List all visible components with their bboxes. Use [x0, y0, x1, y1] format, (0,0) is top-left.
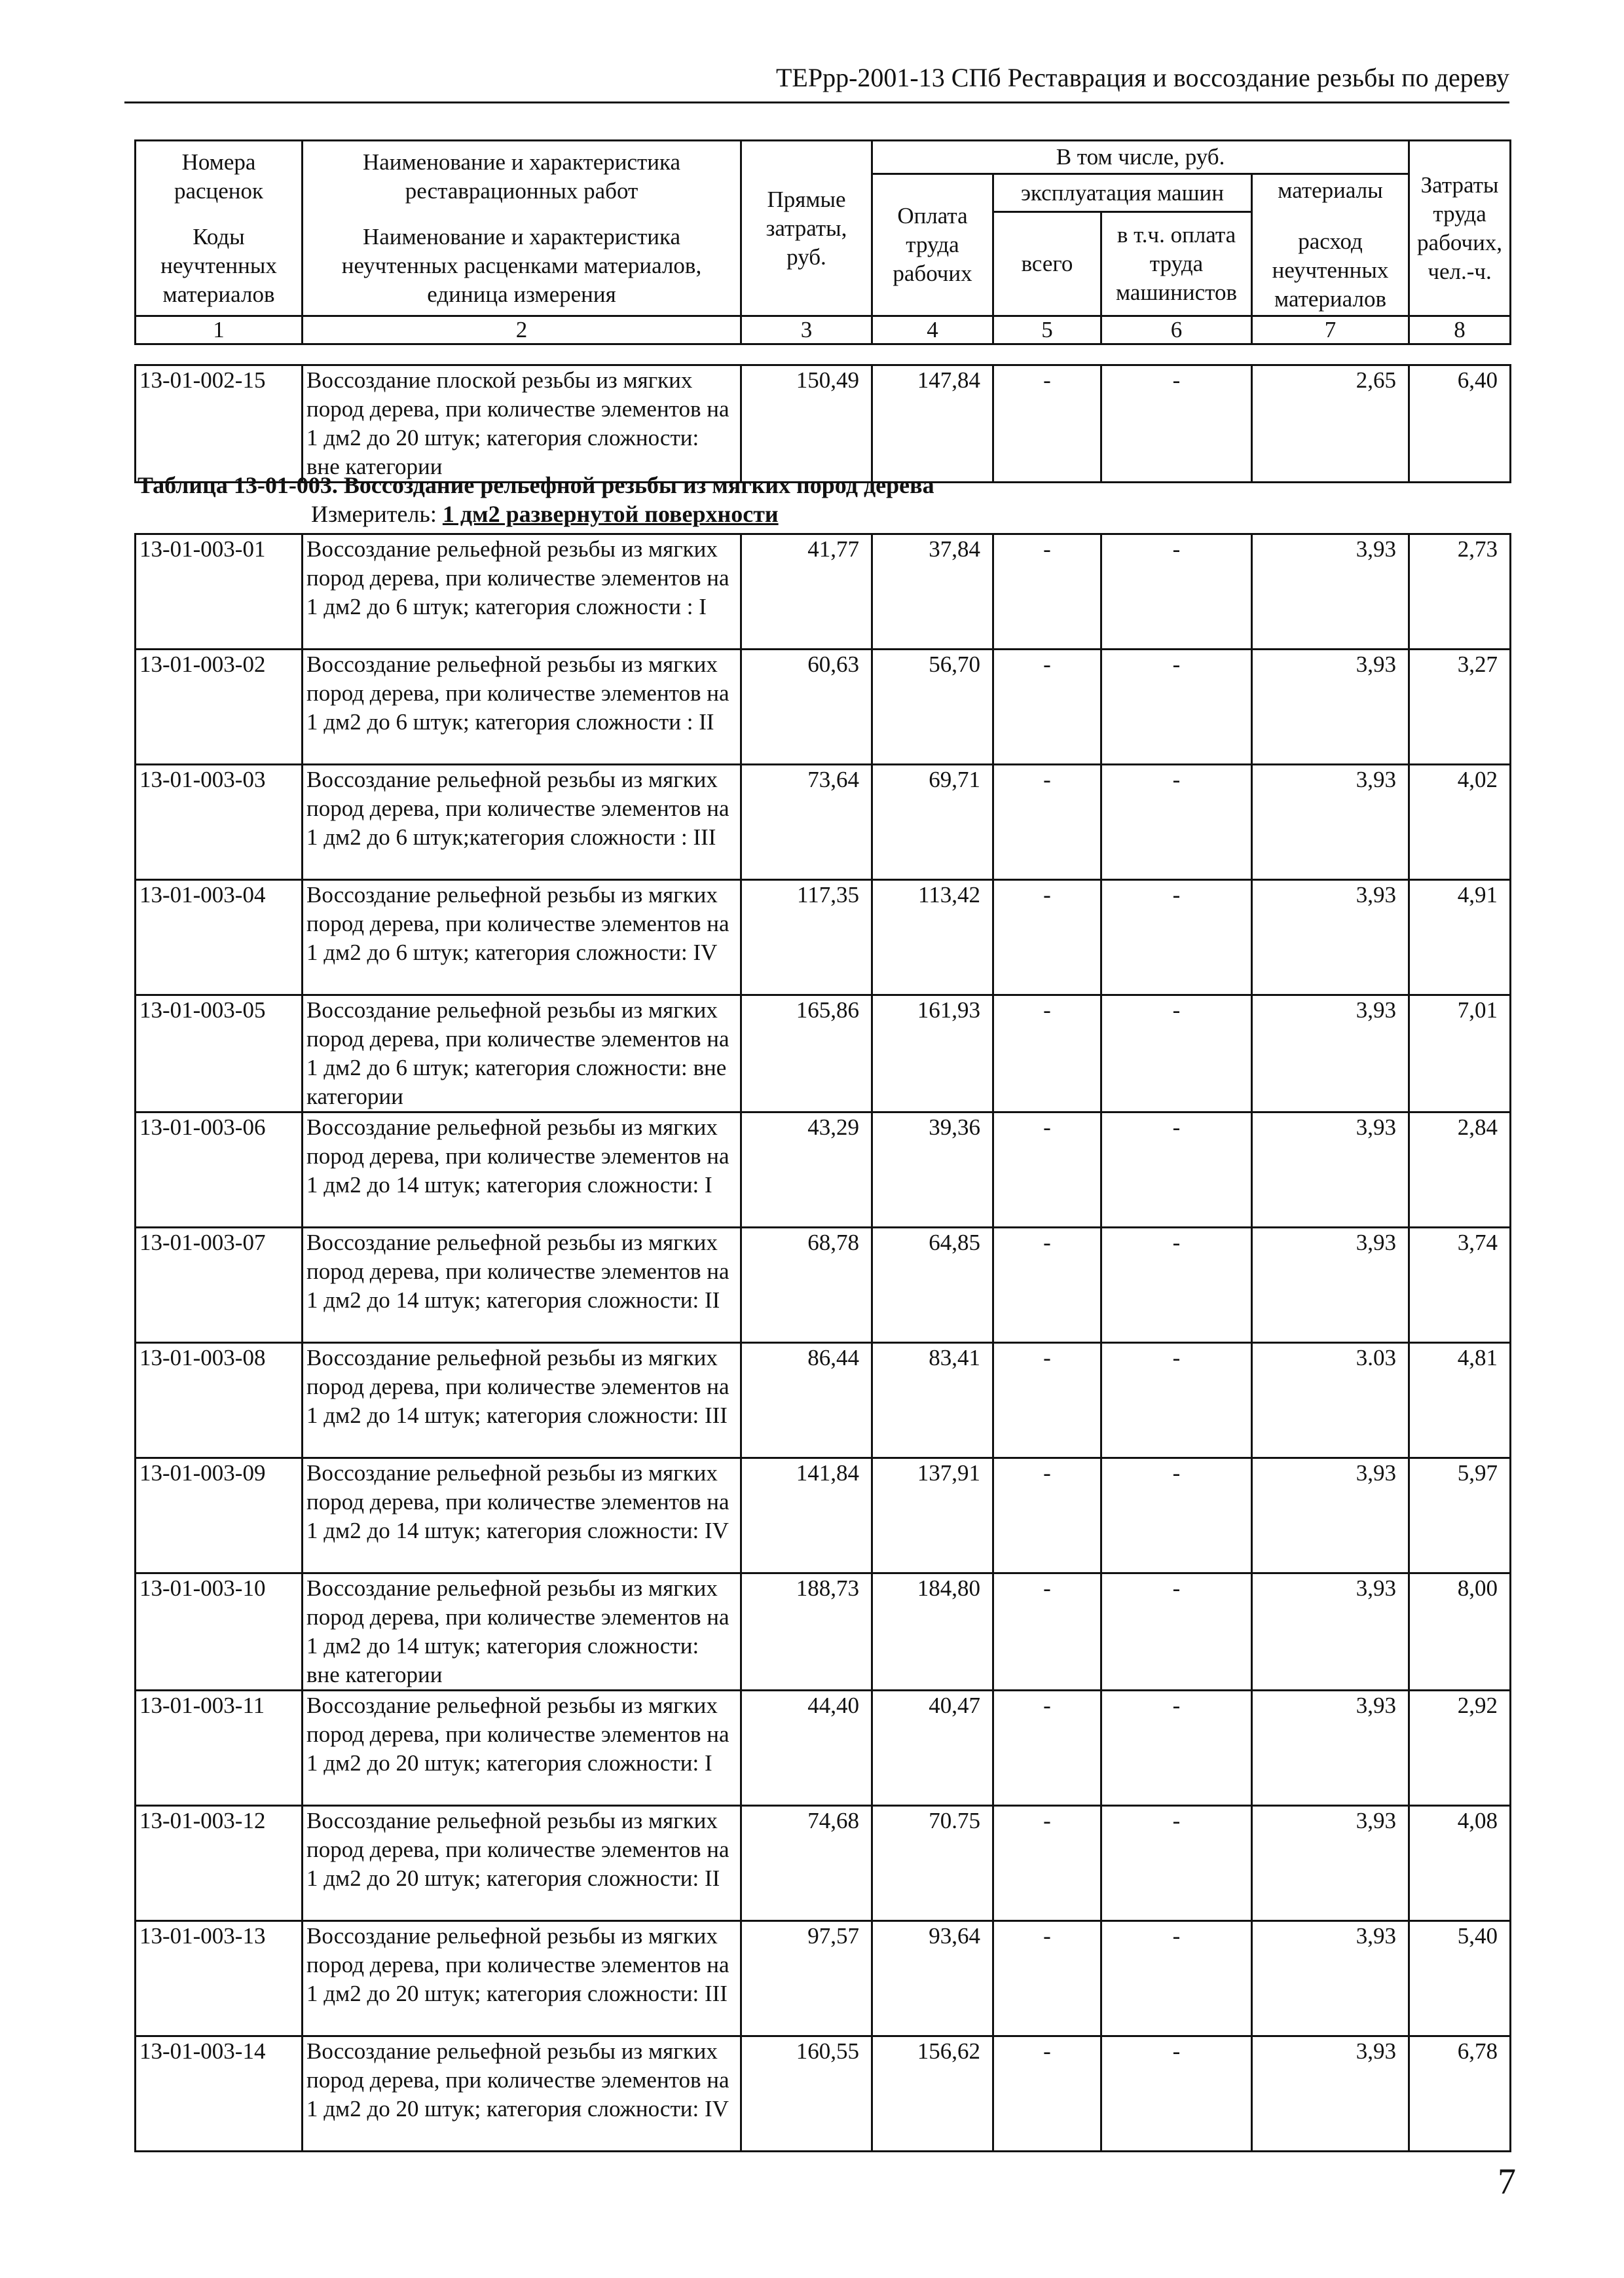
materials-value: 3,93	[1252, 1458, 1409, 1573]
table-row	[136, 650, 1511, 765]
labor-hours-value: 2,73	[1409, 534, 1511, 650]
labor-hours-value: 5,40	[1409, 1921, 1511, 2036]
table-row	[136, 1806, 1511, 1921]
machines-value: -	[993, 995, 1101, 1112]
rate-name: Воссоздание рельефной резьбы из мягких пород дерева, при количестве элементов на 1 дм2 до 14 штук; категория сложности: II	[303, 1228, 741, 1343]
labor-hours-value: 8,00	[1409, 1573, 1511, 1691]
rate-name: Воссоздание рельефной резьбы из мягких пород дерева, при количестве элементов на 1 дм2 до 14 штук; категория сложности: III	[303, 1343, 741, 1458]
rate-name: Воссоздание рельефной резьбы из мягких пород дерева, при количестве элементов на 1 дм2 до 20 штук; категория сложности: IV	[303, 2036, 741, 2152]
column-header-table	[134, 139, 1511, 345]
machinist-pay-value: -	[1101, 1921, 1252, 2036]
labor-pay-value: 93,64	[872, 1921, 993, 2036]
labor-pay-value: 56,70	[872, 650, 993, 765]
table-row	[136, 1921, 1511, 2036]
labor-hours-value: 4,02	[1409, 765, 1511, 880]
materials-value: 3,93	[1252, 1921, 1409, 2036]
labor-hours-value: 5,97	[1409, 1458, 1511, 1573]
machinist-pay-value: -	[1101, 1691, 1252, 1806]
direct-costs-value: 165,86	[741, 995, 872, 1112]
machinist-pay-value: -	[1101, 995, 1252, 1112]
labor-hours-value: 3,27	[1409, 650, 1511, 765]
direct-costs-value: 86,44	[741, 1343, 872, 1458]
labor-hours-value: 4,08	[1409, 1806, 1511, 1921]
labor-pay-value: 64,85	[872, 1228, 993, 1343]
rate-name: Воссоздание рельефной резьбы из мягких пород дерева, при количестве элементов на 1 дм2 до 14 штук; категория сложности: I	[303, 1112, 741, 1228]
rate-name: Воссоздание рельефной резьбы из мягких пород дерева, при количестве элементов на 1 дм2 до 20 штук; категория сложности: II	[303, 1806, 741, 1921]
materials-value: 3,93	[1252, 1228, 1409, 1343]
previous-table-continuation	[134, 364, 1511, 483]
machines-value: -	[993, 1228, 1101, 1343]
machinist-pay-value: -	[1101, 1228, 1252, 1343]
materials-value: 3,93	[1252, 765, 1409, 880]
direct-costs-value: 73,64	[741, 765, 872, 880]
table-row	[136, 534, 1511, 650]
labor-pay-value: 69,71	[872, 765, 993, 880]
rate-code: 13-01-003-05	[136, 995, 303, 1112]
labor-hours-value: 4,81	[1409, 1343, 1511, 1458]
labor-pay-value: 184,80	[872, 1573, 993, 1691]
machinist-pay-value: -	[1101, 1458, 1252, 1573]
header-codes-unaccounted: Коды неучтенных материалов	[160, 223, 277, 307]
machinist-pay-value: -	[1101, 765, 1252, 880]
labor-pay-value: 137,91	[872, 1458, 993, 1573]
machinist-pay-value: -	[1101, 365, 1252, 483]
labor-pay-value: 40,47	[872, 1691, 993, 1806]
rate-code: 13-01-003-09	[136, 1458, 303, 1573]
table-row	[136, 2036, 1511, 2152]
header-rate-numbers: Номера расценок Коды неучтенных материалов	[136, 141, 303, 316]
column-number: 2	[303, 316, 741, 344]
direct-costs-value: 60,63	[741, 650, 872, 765]
machines-value: -	[993, 534, 1101, 650]
materials-value: 3,93	[1252, 1573, 1409, 1691]
labor-pay-value: 113,42	[872, 880, 993, 995]
direct-costs-value: 97,57	[741, 1921, 872, 2036]
materials-value: 2,65	[1252, 365, 1409, 483]
header-rule	[124, 101, 1509, 103]
table-row	[136, 1112, 1511, 1228]
header-materials: материалы расход неучтенных материалов	[1252, 174, 1409, 316]
materials-value: 3,93	[1252, 1112, 1409, 1228]
materials-value: 3,93	[1252, 534, 1409, 650]
header-labor-pay: Оплата труда рабочих	[872, 174, 993, 316]
table-row	[136, 995, 1511, 1112]
materials-value: 3.03	[1252, 1343, 1409, 1458]
header-labor-costs: Затраты труда рабочих, чел.-ч.	[1409, 141, 1511, 316]
direct-costs-value: 160,55	[741, 2036, 872, 2152]
machines-value: -	[993, 1343, 1101, 1458]
machinist-pay-value: -	[1101, 880, 1252, 995]
machinist-pay-value: -	[1101, 534, 1252, 650]
header-material-name: Наименование и характеристика неучтенных расценками материалов, единица измерения	[341, 223, 702, 307]
header-unaccounted-material-use: расход неучтенных материалов	[1272, 229, 1389, 312]
rate-code: 13-01-002-15	[136, 365, 303, 483]
machinist-pay-value: -	[1101, 650, 1252, 765]
rate-name: Воссоздание рельефной резьбы из мягких пород дерева, при количестве элементов на 1 дм2 до 6 штук; категория сложности : I	[303, 534, 741, 650]
header-machine-operation: эксплуатация машин	[993, 174, 1252, 212]
labor-hours-value: 4,91	[1409, 880, 1511, 995]
materials-value: 3,93	[1252, 2036, 1409, 2152]
labor-pay-value: 37,84	[872, 534, 993, 650]
table-row	[136, 880, 1511, 995]
machines-value: -	[993, 1112, 1101, 1228]
table-row	[136, 1573, 1511, 1691]
machines-value: -	[993, 765, 1101, 880]
header-work-name: Наименование и характеристика реставрационных работ Наименование и характеристика неучтенных расценками материалов, единица измерения	[303, 141, 741, 316]
running-header: ТЕРрр-2001-13 СПб Реставрация и воссоздание резьбы по дереву	[775, 63, 1509, 92]
header-direct-costs: Прямые затраты, руб.	[741, 141, 872, 316]
page-number: 7	[1498, 2161, 1516, 2202]
direct-costs-value: 43,29	[741, 1112, 872, 1228]
rate-code: 13-01-003-04	[136, 880, 303, 995]
rate-name: Воссоздание рельефной резьбы из мягких пород дерева, при количестве элементов на 1 дм2 до 14 штук; категория сложности: вне категории	[303, 1573, 741, 1691]
rate-code: 13-01-003-12	[136, 1806, 303, 1921]
rate-name: Воссоздание рельефной резьбы из мягких пород дерева, при количестве элементов на 1 дм2 до 6 штук; категория сложности: IV	[303, 880, 741, 995]
column-number: 7	[1252, 316, 1409, 344]
table-meter	[311, 500, 779, 528]
column-number-row	[136, 316, 1511, 344]
direct-costs-value: 74,68	[741, 1806, 872, 1921]
table-row	[136, 365, 1511, 483]
column-number: 4	[872, 316, 993, 344]
rate-name: Воссоздание рельефной резьбы из мягких пород дерева, при количестве элементов на 1 дм2 до 6 штук;категория сложности : III	[303, 765, 741, 880]
rate-code: 13-01-003-11	[136, 1691, 303, 1806]
labor-pay-value: 70.75	[872, 1806, 993, 1921]
column-number: 8	[1409, 316, 1511, 344]
table-row	[136, 1343, 1511, 1458]
column-number: 5	[993, 316, 1101, 344]
column-number: 1	[136, 316, 303, 344]
labor-hours-value: 2,92	[1409, 1691, 1511, 1806]
column-number: 3	[741, 316, 872, 344]
machines-value: -	[993, 1921, 1101, 2036]
direct-costs-value: 150,49	[741, 365, 872, 483]
rate-code: 13-01-003-07	[136, 1228, 303, 1343]
materials-value: 3,93	[1252, 1806, 1409, 1921]
machines-value: -	[993, 1691, 1101, 1806]
labor-pay-value: 147,84	[872, 365, 993, 483]
machines-value: -	[993, 365, 1101, 483]
machinist-pay-value: -	[1101, 1806, 1252, 1921]
rate-code: 13-01-003-03	[136, 765, 303, 880]
labor-hours-value: 7,01	[1409, 995, 1511, 1112]
machines-value: -	[993, 1806, 1101, 1921]
labor-pay-value: 161,93	[872, 995, 993, 1112]
direct-costs-value: 68,78	[741, 1228, 872, 1343]
rate-name: Воссоздание рельефной резьбы из мягких пород дерева, при количестве элементов на 1 дм2 до 14 штук; категория сложности: IV	[303, 1458, 741, 1573]
meter-value: 1 дм2 развернутой поверхности	[442, 501, 779, 527]
materials-value: 3,93	[1252, 995, 1409, 1112]
materials-value: 3,93	[1252, 1691, 1409, 1806]
direct-costs-value: 117,35	[741, 880, 872, 995]
rate-name: Воссоздание рельефной резьбы из мягких пород дерева, при количестве элементов на 1 дм2 до 20 штук; категория сложности: III	[303, 1921, 741, 2036]
table-title: Таблица 13-01-003. Воссоздание рельефной резьбы из мягких пород дерева	[138, 472, 934, 498]
labor-pay-value: 39,36	[872, 1112, 993, 1228]
direct-costs-value: 141,84	[741, 1458, 872, 1573]
rate-code: 13-01-003-06	[136, 1112, 303, 1228]
machines-value: -	[993, 650, 1101, 765]
rate-code: 13-01-003-14	[136, 2036, 303, 2152]
rate-name: Воссоздание рельефной резьбы из мягких пород дерева, при количестве элементов на 1 дм2 до 6 штук; категория сложности : II	[303, 650, 741, 765]
rates-table-body	[136, 534, 1511, 2152]
labor-hours-value: 6,40	[1409, 365, 1511, 483]
machinist-pay-value: -	[1101, 1112, 1252, 1228]
table-row	[136, 1691, 1511, 1806]
header-machinist-pay: в т.ч. оплата труда машинистов	[1101, 212, 1252, 316]
labor-pay-value: 156,62	[872, 2036, 993, 2152]
header-total: всего	[993, 212, 1101, 316]
rate-code: 13-01-003-01	[136, 534, 303, 650]
materials-value: 3,93	[1252, 650, 1409, 765]
table-row	[136, 1228, 1511, 1343]
direct-costs-value: 44,40	[741, 1691, 872, 1806]
machines-value: -	[993, 880, 1101, 995]
rate-code: 13-01-003-02	[136, 650, 303, 765]
direct-costs-value: 188,73	[741, 1573, 872, 1691]
table-row	[136, 1458, 1511, 1573]
machinist-pay-value: -	[1101, 1573, 1252, 1691]
machines-value: -	[993, 1573, 1101, 1691]
table-row	[136, 765, 1511, 880]
rate-name: Воссоздание рельефной резьбы из мягких пород дерева, при количестве элементов на 1 дм2 до 20 штук; категория сложности: I	[303, 1691, 741, 1806]
labor-hours-value: 2,84	[1409, 1112, 1511, 1228]
header-including: В том числе, руб.	[872, 141, 1409, 174]
column-number: 6	[1101, 316, 1252, 344]
direct-costs-value: 41,77	[741, 534, 872, 650]
machines-value: -	[993, 2036, 1101, 2152]
machinist-pay-value: -	[1101, 1343, 1252, 1458]
rates-table	[134, 533, 1511, 2152]
machinist-pay-value: -	[1101, 2036, 1252, 2152]
rate-code: 13-01-003-13	[136, 1921, 303, 2036]
rate-name: Воссоздание рельефной резьбы из мягких пород дерева, при количестве элементов на 1 дм2 до 6 штук; категория сложности: вне категории	[303, 995, 741, 1112]
meter-label: Измеритель:	[311, 501, 437, 527]
rate-name: Воссоздание плоской резьбы из мягких пород дерева, при количестве элементов на 1 дм2 до 20 штук; категория сложности: вне категории	[303, 365, 741, 483]
labor-hours-value: 3,74	[1409, 1228, 1511, 1343]
materials-value: 3,93	[1252, 880, 1409, 995]
rate-code: 13-01-003-08	[136, 1343, 303, 1458]
labor-hours-value: 6,78	[1409, 2036, 1511, 2152]
labor-pay-value: 83,41	[872, 1343, 993, 1458]
machines-value: -	[993, 1458, 1101, 1573]
rate-code: 13-01-003-10	[136, 1573, 303, 1691]
